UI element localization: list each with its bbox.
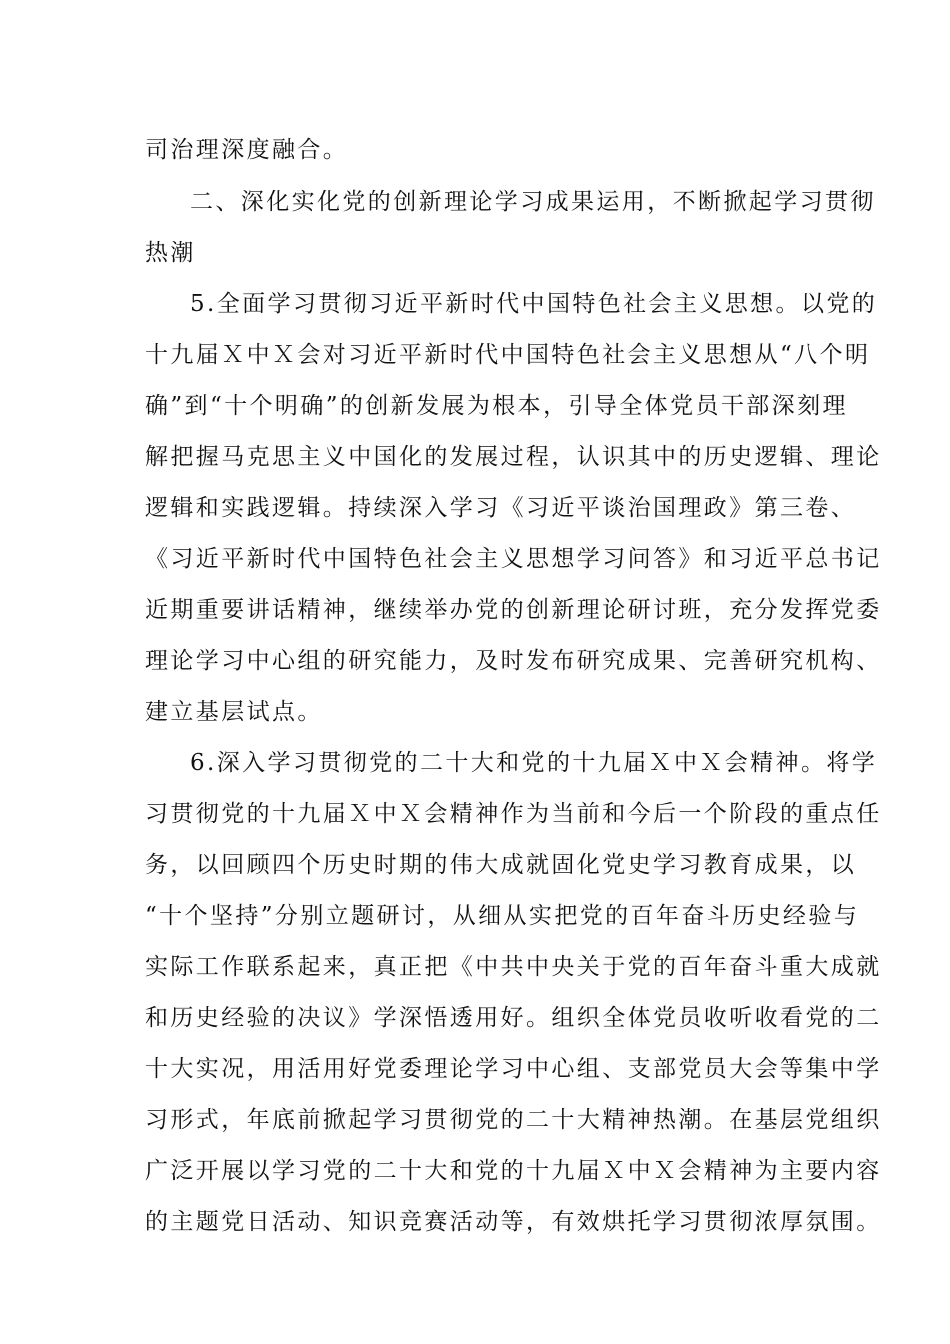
text-line: 解把握马克思主义中国化的发展过程，认识其中的历史逻辑、理论: [145, 444, 882, 470]
text-line: 确”到“十个明确”的创新发展为根本，引导全体党员干部深刻理: [145, 393, 848, 419]
text-line: 的主题党日活动、知识竞赛活动等，有效烘托学习贯彻浓厚氛围。: [145, 1209, 882, 1235]
text-line: 十九届Ｘ中Ｘ会对习近平新时代中国特色社会主义思想从“八个明: [145, 342, 871, 368]
section-heading-cont: 热潮: [145, 240, 196, 266]
text-line: 十大实况，用活用好党委理论学习中心组、支部党员大会等集中学: [145, 1056, 882, 1082]
text-line: 理论学习中心组的研究能力，及时发布研究成果、完善研究机构、: [145, 648, 882, 674]
text-line: 《习近平新时代中国特色社会主义思想学习问答》和习近平总书记: [145, 546, 882, 572]
text-line: “十个坚持”分别立题研讨，从细从实把党的百年奋斗历史经验与: [145, 903, 860, 929]
item-5-title: 5.全面学习贯彻习近平新时代中国特色社会主义思想。以党的: [190, 291, 878, 317]
text-line: 建立基层试点。: [145, 699, 323, 725]
item-6-title: 6.深入学习贯彻党的二十大和党的十九届Ｘ中Ｘ会精神。将学: [190, 750, 878, 776]
text-line: 逻辑和实践逻辑。持续深入学习《习近平谈治国理政》第三卷、: [145, 495, 857, 521]
section-heading: 二、深化实化党的创新理论学习成果运用，不断掀起学习贯彻: [190, 189, 876, 215]
text-line: 近期重要讲话精神，继续举办党的创新理论研讨班，充分发挥党委: [145, 597, 882, 623]
text-line: 习形式，年底前掀起学习贯彻党的二十大精神热潮。在基层党组织: [145, 1107, 882, 1133]
text-line: 习贯彻党的十九届Ｘ中Ｘ会精神作为当前和今后一个阶段的重点任: [145, 801, 882, 827]
text-line: 实际工作联系起来，真正把《中共中央关于党的百年奋斗重大成就: [145, 954, 882, 980]
text-line: 和历史经验的决议》学深悟透用好。组织全体党员收听收看党的二: [145, 1005, 882, 1031]
text-line: 广泛开展以学习党的二十大和党的十九届Ｘ中Ｘ会精神为主要内容: [145, 1158, 882, 1184]
text-line: 司治理深度融合。: [145, 137, 349, 163]
text-line: 务，以回顾四个历史时期的伟大成就固化党史学习教育成果，以: [145, 852, 857, 878]
